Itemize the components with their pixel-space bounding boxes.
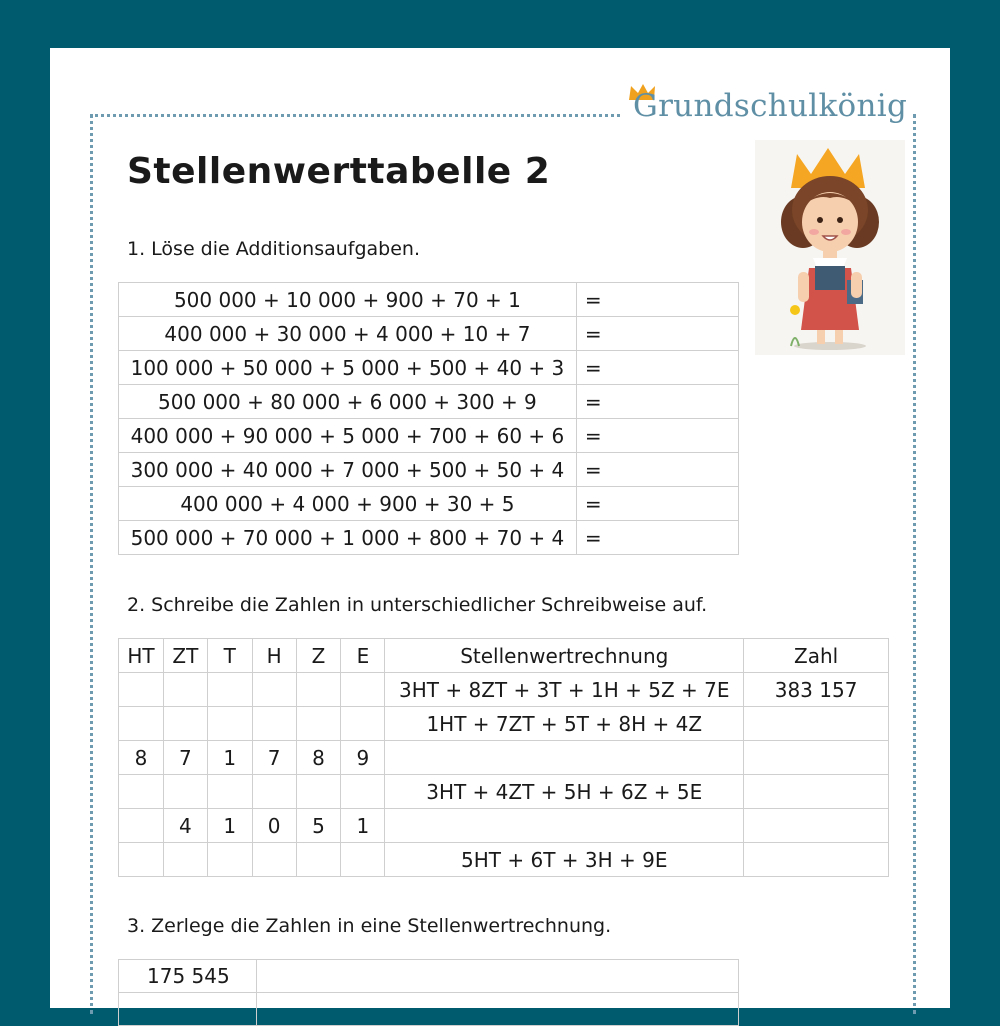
addition-expression: 500 000 + 80 000 + 6 000 + 300 + 9 (119, 385, 577, 419)
column-header: E (341, 639, 385, 673)
column-header: Zahl (744, 639, 889, 673)
place-value-row (119, 809, 889, 843)
digit-cell[interactable] (296, 843, 341, 877)
addition-row (119, 419, 739, 453)
decompose-answer-field[interactable] (256, 960, 738, 993)
digit-cell[interactable] (252, 775, 296, 809)
task-1-instruction: 1. Löse die Additionsaufgaben. (127, 238, 421, 260)
answer-field[interactable]: = (576, 283, 738, 317)
addition-row (119, 317, 739, 351)
number-cell[interactable] (744, 809, 889, 843)
addition-row (119, 351, 739, 385)
number-cell[interactable] (744, 775, 889, 809)
answer-field[interactable]: = (576, 419, 738, 453)
page-title: Stellenwerttabelle 2 (127, 151, 551, 192)
number-to-decompose: 175 545 (119, 960, 257, 993)
digit-cell: 1 (207, 809, 252, 843)
addition-row (119, 453, 739, 487)
column-header: HT (119, 639, 164, 673)
place-value-expression-cell[interactable] (385, 809, 744, 843)
digit-cell[interactable] (296, 673, 341, 707)
brand-logo: Grundschulkönig (633, 88, 908, 124)
place-value-expression-cell: 3HT + 4ZT + 5H + 6Z + 5E (385, 775, 744, 809)
digit-cell: 8 (119, 741, 164, 775)
digit-cell[interactable] (119, 809, 164, 843)
digit-cell[interactable] (341, 843, 385, 877)
digit-cell[interactable] (163, 673, 207, 707)
column-header: T (207, 639, 252, 673)
digit-cell[interactable] (119, 707, 164, 741)
decompose-table (118, 959, 739, 1026)
digit-cell[interactable] (163, 843, 207, 877)
decompose-row (119, 993, 739, 1026)
digit-cell[interactable] (296, 707, 341, 741)
digit-cell: 4 (163, 809, 207, 843)
task-2-instruction: 2. Schreibe die Zahlen in unterschiedlicher Schreibweise auf. (127, 594, 708, 616)
place-value-header-row (119, 639, 889, 673)
digit-cell[interactable] (252, 673, 296, 707)
decompose-answer-field[interactable] (256, 993, 738, 1026)
digit-cell[interactable] (341, 707, 385, 741)
addition-expression: 400 000 + 90 000 + 5 000 + 700 + 60 + 6 (119, 419, 577, 453)
place-value-row (119, 843, 889, 877)
number-cell[interactable] (744, 741, 889, 775)
digit-cell[interactable] (119, 775, 164, 809)
column-header: Z (296, 639, 341, 673)
digit-cell[interactable] (207, 673, 252, 707)
addition-expression: 300 000 + 40 000 + 7 000 + 500 + 50 + 4 (119, 453, 577, 487)
place-value-row (119, 741, 889, 775)
digit-cell[interactable] (296, 775, 341, 809)
place-value-row (119, 707, 889, 741)
addition-expression: 500 000 + 70 000 + 1 000 + 800 + 70 + 4 (119, 521, 577, 555)
digit-cell[interactable] (119, 673, 164, 707)
addition-row (119, 283, 739, 317)
digit-cell: 7 (252, 741, 296, 775)
addition-expression: 100 000 + 50 000 + 5 000 + 500 + 40 + 3 (119, 351, 577, 385)
addition-row (119, 487, 739, 521)
number-to-decompose (119, 993, 257, 1026)
addition-row (119, 521, 739, 555)
digit-cell: 7 (163, 741, 207, 775)
number-cell[interactable] (744, 707, 889, 741)
digit-cell: 1 (341, 809, 385, 843)
digit-cell[interactable] (252, 843, 296, 877)
digit-cell: 9 (341, 741, 385, 775)
digit-cell: 1 (207, 741, 252, 775)
digit-cell[interactable] (252, 707, 296, 741)
digit-cell[interactable] (207, 707, 252, 741)
place-value-row (119, 673, 889, 707)
addition-expression: 500 000 + 10 000 + 900 + 70 + 1 (119, 283, 577, 317)
girl-with-crown-illustration (755, 140, 905, 355)
column-header: Stellenwertrechnung (385, 639, 744, 673)
digit-cell[interactable] (341, 673, 385, 707)
column-header: ZT (163, 639, 207, 673)
answer-field[interactable]: = (576, 453, 738, 487)
digit-cell[interactable] (207, 843, 252, 877)
digit-cell[interactable] (163, 775, 207, 809)
answer-field[interactable]: = (576, 521, 738, 555)
digit-cell: 8 (296, 741, 341, 775)
addition-row (119, 385, 739, 419)
place-value-table (118, 638, 889, 877)
addition-expression: 400 000 + 4 000 + 900 + 30 + 5 (119, 487, 577, 521)
digit-cell[interactable] (341, 775, 385, 809)
digit-cell: 0 (252, 809, 296, 843)
digit-cell[interactable] (163, 707, 207, 741)
digit-cell[interactable] (119, 843, 164, 877)
place-value-expression-cell: 1HT + 7ZT + 5T + 8H + 4Z (385, 707, 744, 741)
answer-field[interactable]: = (576, 385, 738, 419)
decompose-row (119, 960, 739, 993)
addition-table (118, 282, 739, 555)
number-cell: 383 157 (744, 673, 889, 707)
answer-field[interactable]: = (576, 487, 738, 521)
task-3-instruction: 3. Zerlege die Zahlen in eine Stellenwertrechnung. (127, 915, 612, 937)
place-value-expression-cell[interactable] (385, 741, 744, 775)
answer-field[interactable]: = (576, 351, 738, 385)
place-value-expression-cell: 3HT + 8ZT + 3T + 1H + 5Z + 7E (385, 673, 744, 707)
digit-cell: 5 (296, 809, 341, 843)
addition-expression: 400 000 + 30 000 + 4 000 + 10 + 7 (119, 317, 577, 351)
place-value-expression-cell: 5HT + 6T + 3H + 9E (385, 843, 744, 877)
answer-field[interactable]: = (576, 317, 738, 351)
worksheet (50, 48, 950, 1008)
column-header: H (252, 639, 296, 673)
digit-cell[interactable] (207, 775, 252, 809)
number-cell[interactable] (744, 843, 889, 877)
place-value-row (119, 775, 889, 809)
